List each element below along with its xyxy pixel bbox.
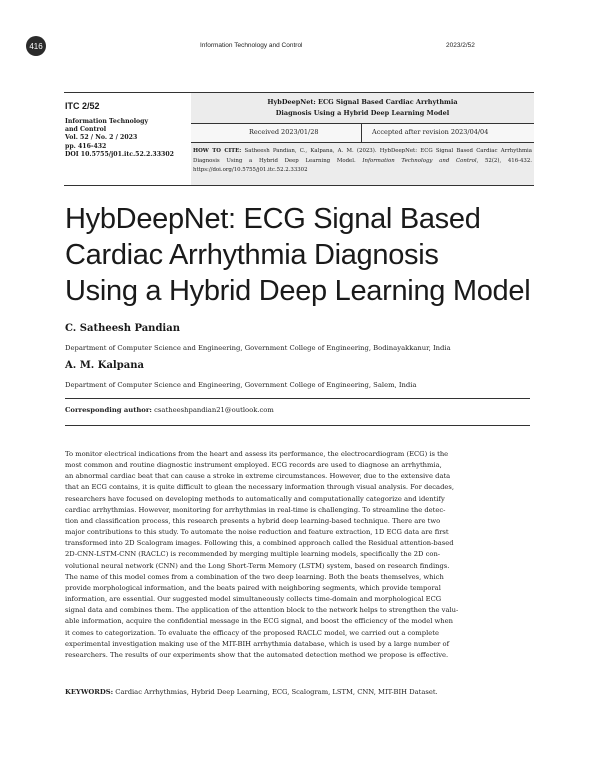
cite-text-2: Cardiac Arrhythmia Diagnosis Using a Hybrid Deep Learning Model.: [193, 148, 532, 164]
cite-text-1: Satheesh Pandian, C., Kalpana, A. M. (2023). HybDeepNet: ECG Signal Based: [244, 148, 473, 154]
abstract-line: To monitor electrical indications from the heart and assess its performance, the electrocardiogram (ECG) is the: [65, 450, 449, 458]
divider: [65, 398, 530, 399]
author-affiliation: Department of Computer Science and Engineering, Government College of Engineering, Bodinayakkanur, India: [65, 344, 451, 352]
abstract-line: researchers have focused on developing methods to automatically and computationally categorize and identify: [65, 494, 445, 503]
corresponding-author: [65, 406, 274, 414]
dates-row: [191, 123, 534, 143]
author-affiliation: Department of Computer Science and Engineering, Government College of Engineering, Salem, India: [65, 381, 417, 389]
accepted-date: Accepted after revision 2023/04/04: [372, 128, 489, 136]
keywords-label: KEYWORDS:: [65, 688, 114, 696]
box-title: [191, 97, 534, 119]
volume-info: Vol. 52 / No. 2 / 2023: [65, 134, 138, 142]
journal-meta: [65, 118, 174, 159]
doi: DOI 10.5755/j01.itc.52.2.33302: [65, 150, 174, 158]
corresponding-email[interactable]: csatheeshpandian21@outlook.com: [154, 406, 274, 414]
abstract-line: information, are essential. Our suggested model simultaneously collects time-domain and morphological ECG: [65, 595, 442, 604]
cite-label: HOW TO CITE:: [193, 148, 242, 154]
box-title-line2: Diagnosis Using a Hybrid Deep Learning Model: [275, 109, 450, 117]
abstract-line: experimental investigation making use of the MIT-BIH arrhythmia database, which is used by a large number of: [65, 639, 450, 648]
cite-journal-2: Control: [456, 157, 477, 164]
article-info-box: [64, 92, 534, 184]
abstract-line: transformed into 2D Scalogram images. Following this, a combined approach called the Residual attention-based: [65, 539, 454, 548]
abstract-line: most common and routine diagnostic instrument employed. ECG records are used to diagnose an arrhythmia,: [65, 461, 442, 470]
journal-name-line1: Information Technology: [65, 118, 149, 125]
cite-journal: Information Technology and: [362, 157, 450, 164]
received-date: Received 2023/01/28: [249, 128, 319, 136]
title-line: Using a Hybrid Deep Learning Model: [65, 275, 531, 307]
itc-label: ITC 2/52: [65, 101, 100, 111]
abstract-line: able information, acquire the confidential message in the ECG signal, and boost the efficiency of the model when: [65, 617, 453, 626]
title-line: HybDeepNet: ECG Signal Based: [65, 203, 481, 235]
divider: [65, 425, 530, 426]
journal-name-line2: and Control: [65, 126, 107, 134]
abstract-line: cardiac arrhythmias. However, monitoring for arrhythmias in real-time is challenging. To streamline the detec-: [65, 505, 446, 514]
running-header-journal: Information Technology and Control: [200, 42, 303, 49]
running-header-issue: 2023/2/52: [446, 42, 475, 49]
page-range: pp. 416-432: [65, 142, 107, 150]
article-summary-panel: [191, 92, 534, 186]
author-name: A. M. Kalpana: [65, 360, 144, 371]
abstract-line: that an ECG contains, it is quite difficult to glean the necessary information through visual analysis. For decades,: [65, 483, 455, 492]
abstract-line: an abnormal cardiac beat that can cause a stroke in extreme circumstances. However, due to the extensive data: [65, 472, 451, 481]
abstract-line: The name of this model comes from a combination of the two deep learning. Both the beats themselves, which: [65, 572, 444, 581]
abstract-line: it comes to categorization. To evaluate the efficacy of the proposed RACLC model, we carried out a complete: [65, 628, 439, 637]
cite-text-3: , 52(2), 416-432. https://doi.org/10.5755/j01.itc.52.2.33302: [193, 157, 532, 173]
corresponding-label: Corresponding author:: [65, 406, 152, 414]
paper-title: [65, 201, 545, 309]
journal-meta-panel: [64, 92, 191, 186]
how-to-cite: [193, 147, 532, 176]
abstract: [65, 449, 530, 661]
abstract-line: provide morphological information, and the beats paired with neighboring segments, which provide temporal: [65, 583, 441, 592]
page-number-badge: 416: [26, 36, 46, 56]
abstract-line: volutional neural network (CNN) and the Long Short-Term Memory (LSTM) system, based on research findings.: [65, 561, 450, 570]
keywords: [65, 688, 530, 696]
box-title-line1: HybDeepNet: ECG Signal Based Cardiac Arrhythmia: [267, 98, 458, 106]
abstract-line: researchers. The results of our experiments show that the automated detection method we propose is effective.: [65, 650, 449, 659]
dates-divider: [361, 124, 362, 142]
author-name: C. Satheesh Pandian: [65, 323, 180, 334]
title-line: Cardiac Arrhythmia Diagnosis: [65, 239, 439, 271]
keywords-text: Cardiac Arrhythmias, Hybrid Deep Learning, ECG, Scalogram, LSTM, CNN, MIT-BIH Dataset.: [115, 688, 438, 696]
abstract-line: major contributions to this study. To automate the noise reduction and feature extraction, 1D ECG data are first: [65, 528, 449, 537]
abstract-line: signal data and combines them. The application of the attention block to the network helps to strengthen the valu-: [65, 606, 459, 615]
abstract-line: tion and classification process, this research presents a hybrid deep learning-based technique. There are two: [65, 516, 441, 525]
abstract-line: 2D-CNN-LSTM-CNN (RACLC) is recommended by merging multiple learning models, specifically the 2D con-: [65, 550, 441, 559]
